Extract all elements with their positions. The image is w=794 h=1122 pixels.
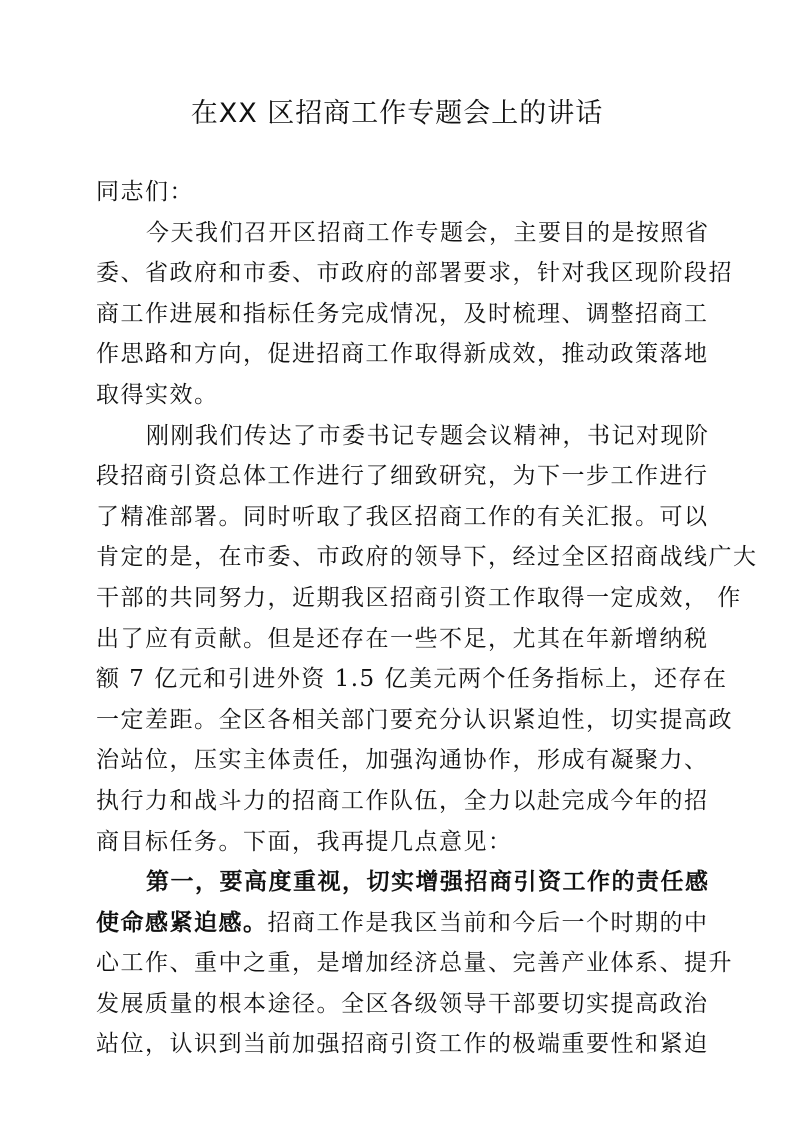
paragraph-2-line-2: 段招商引资总体工作进行了细致研究，为下一步工作进行 [96, 463, 709, 490]
section-1-line-5: 站位，认识到当前加强招商引资工作的极端重要性和紧迫 [96, 1031, 709, 1058]
paragraph-2-line-3: 了精准部署。同时听取了我区招商工作的有关汇报。可以 [96, 503, 709, 530]
document-body [96, 172, 758, 1065]
section-1-heading-line-2: 使命感紧迫感。 [96, 908, 268, 936]
salutation: 同志们： [96, 179, 194, 205]
paragraph-2-line-10: 执行力和战斗力的招商工作队伍，全力以赴完成今年的招 [96, 787, 709, 814]
paragraph-1-line-5: 取得实效。 [96, 381, 219, 408]
section-1-line-2 [96, 903, 709, 944]
section-1-line-4: 发展质量的根本途径。全区各级领导干部要切实提高政治 [96, 990, 709, 1017]
paragraph-2-line-4: 肯定的是，在市委、市政府的领导下，经过全区招商战线广大 [96, 544, 758, 571]
paragraph-2-line-11: 商目标任务。下面，我再提几点意见： [96, 828, 513, 855]
paragraph-1-line-1: 今天我们召开区招商工作专题会，主要目的是按照省 [146, 219, 710, 246]
section-1-text-line-2: 招商工作是我区当前和今后一个时期的中 [267, 909, 709, 936]
paragraph-2-line-5: 干部的共同努力，近期我区招商引资工作取得一定成效， 作 [96, 584, 742, 611]
paragraph-2-line-6: 出了应有贡献。但是还存在一些不足，尤其在年新增纳税 [96, 625, 709, 652]
paragraph-1-line-4: 作思路和方向，促进招商工作取得新成效，推动政策落地 [96, 341, 709, 368]
paragraph-1-line-3: 商工作进展和指标任务完成情况，及时梳理、调整招商工 [96, 300, 709, 327]
paragraph-1-line-2: 委、省政府和市委、市政府的部署要求，针对我区现阶段招 [96, 260, 733, 287]
section-1-line-3: 心工作、重中之重，是增加经济总量、完善产业体系、提升 [96, 950, 733, 977]
paragraph-2-line-9: 治站位，压实主体责任，加强沟通协作，形成有凝聚力、 [96, 747, 709, 774]
section-1-heading-line-1: 第一，要高度重视，切实增强招商引资工作的责任感 [146, 868, 710, 896]
paragraph-2-line-7: 额 7 亿元和引进外资 1.5 亿美元两个任务指标上，还存在 [96, 666, 728, 693]
paragraph-2-line-8: 一定差距。全区各相关部门要充分认识紧迫性，切实提高政 [96, 706, 733, 733]
document-title: 在XX 区招商工作专题会上的讲话 [190, 98, 604, 129]
paragraph-2-line-1: 刚刚我们传达了市委书记专题会议精神，书记对现阶 [146, 422, 710, 449]
